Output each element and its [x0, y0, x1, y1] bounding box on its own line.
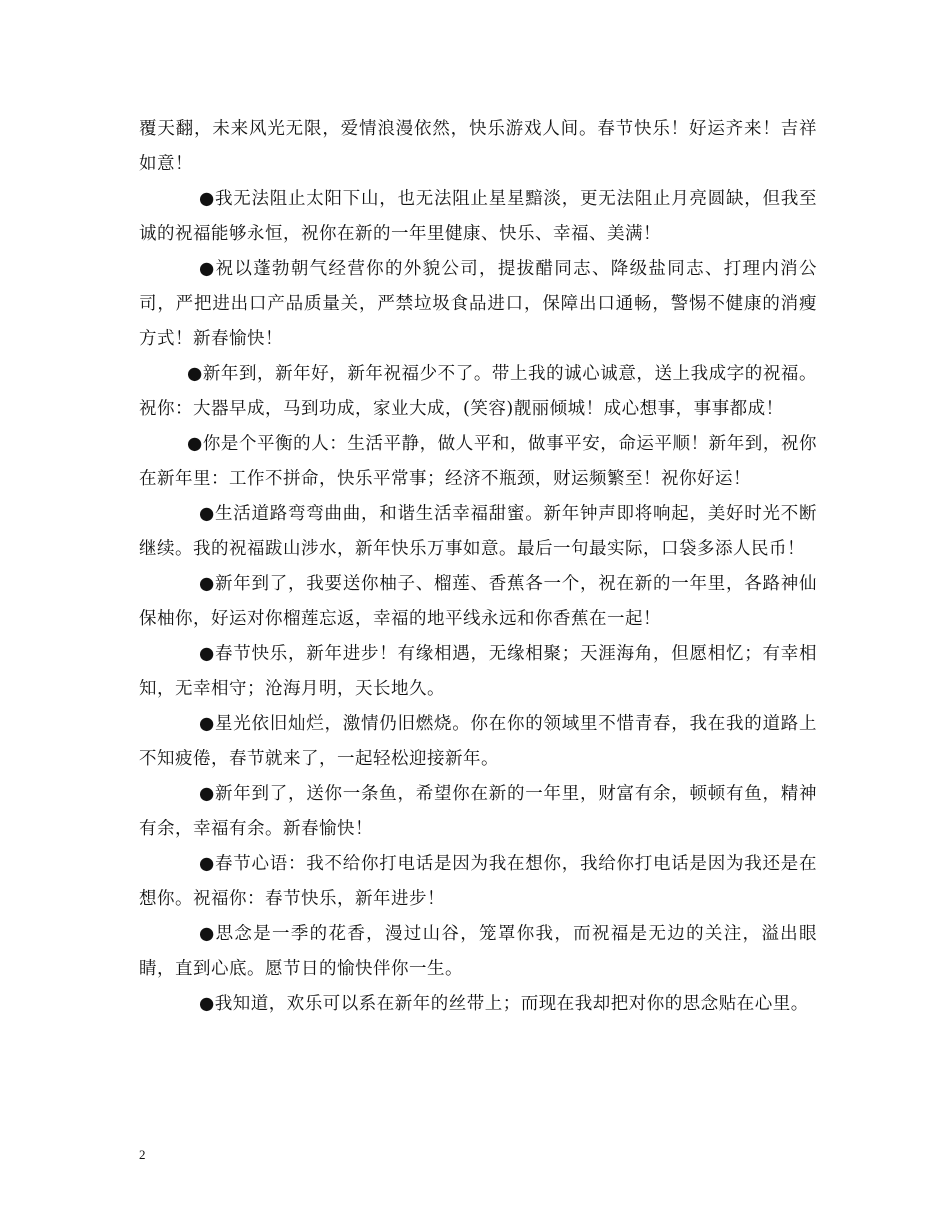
- paragraph-blessing: ●新年到，新年好，新年祝福少不了。带上我的诚心诚意，送上我成字的祝福。祝你：大器早成，马到功成，家业大成，(笑容)靓丽倾城！成心想事，事事都成！: [139, 364, 817, 419]
- paragraph-blessing: ●春节快乐，新年进步！有缘相遇，无缘相聚；天涯海角，但愿相忆；有幸相知，无幸相守；沧海月明，天长地久。: [139, 644, 817, 699]
- paragraph-blessing: ●新年到了，送你一条鱼，希望你在新的一年里，财富有余，顿顿有鱼，精神有余，幸福有余。新春愉快！: [139, 784, 817, 839]
- paragraph-blessing: ●新年到了，我要送你柚子、榴莲、香蕉各一个，祝在新的一年里，各路神仙保柚你，好运对你榴莲忘返，幸福的地平线永远和你香蕉在一起！: [139, 574, 817, 629]
- paragraph-blessing: ●我知道，欢乐可以系在新年的丝带上；而现在我却把对你的思念贴在心里。: [199, 994, 809, 1014]
- paragraph-blessing: ●春节心语：我不给你打电话是因为我在想你，我给你打电话是因为我还是在想你。祝福你：春节快乐，新年进步！: [139, 854, 817, 909]
- paragraph-blessing: ●我无法阻止太阳下山，也无法阻止星星黯淡，更无法阻止月亮圆缺，但我至诚的祝福能够永恒，祝你在新的一年里健康、快乐、幸福、美满！: [139, 189, 817, 244]
- paragraph-blessing: ●星光依旧灿烂，激情仍旧燃烧。你在你的领域里不惜青春，我在我的道路上不知疲倦，春节就来了，一起轻松迎接新年。: [139, 714, 817, 769]
- page-number: 2: [139, 1147, 146, 1162]
- paragraph-blessing: ●祝以蓬勃朝气经营你的外貌公司，提拔醋同志、降级盐同志、打理内消公司，严把进出口产品质量关，严禁垃圾食品进口，保障出口通畅，警惕不健康的消瘦方式！新春愉快！: [139, 259, 817, 349]
- paragraph-continuation: 覆天翻，未来风光无限，爱情浪漫依然，快乐游戏人间。春节快乐！好运齐来！吉祥如意！: [139, 119, 817, 174]
- document-body: [139, 112, 817, 1022]
- paragraph-blessing: ●思念是一季的花香，漫过山谷，笼罩你我，而祝福是无边的关注，溢出眼睛，直到心底。愿节日的愉快伴你一生。: [139, 924, 817, 979]
- paragraph-blessing: ●生活道路弯弯曲曲，和谐生活幸福甜蜜。新年钟声即将响起，美好时光不断继续。我的祝福跋山涉水，新年快乐万事如意。最后一句最实际，口袋多添人民币！: [139, 504, 817, 559]
- paragraph-blessing: ●你是个平衡的人：生活平静，做人平和，做事平安，命运平顺！新年到，祝你在新年里：工作不拼命，快乐平常事；经济不瓶颈，财运频繁至！祝你好运！: [139, 434, 817, 489]
